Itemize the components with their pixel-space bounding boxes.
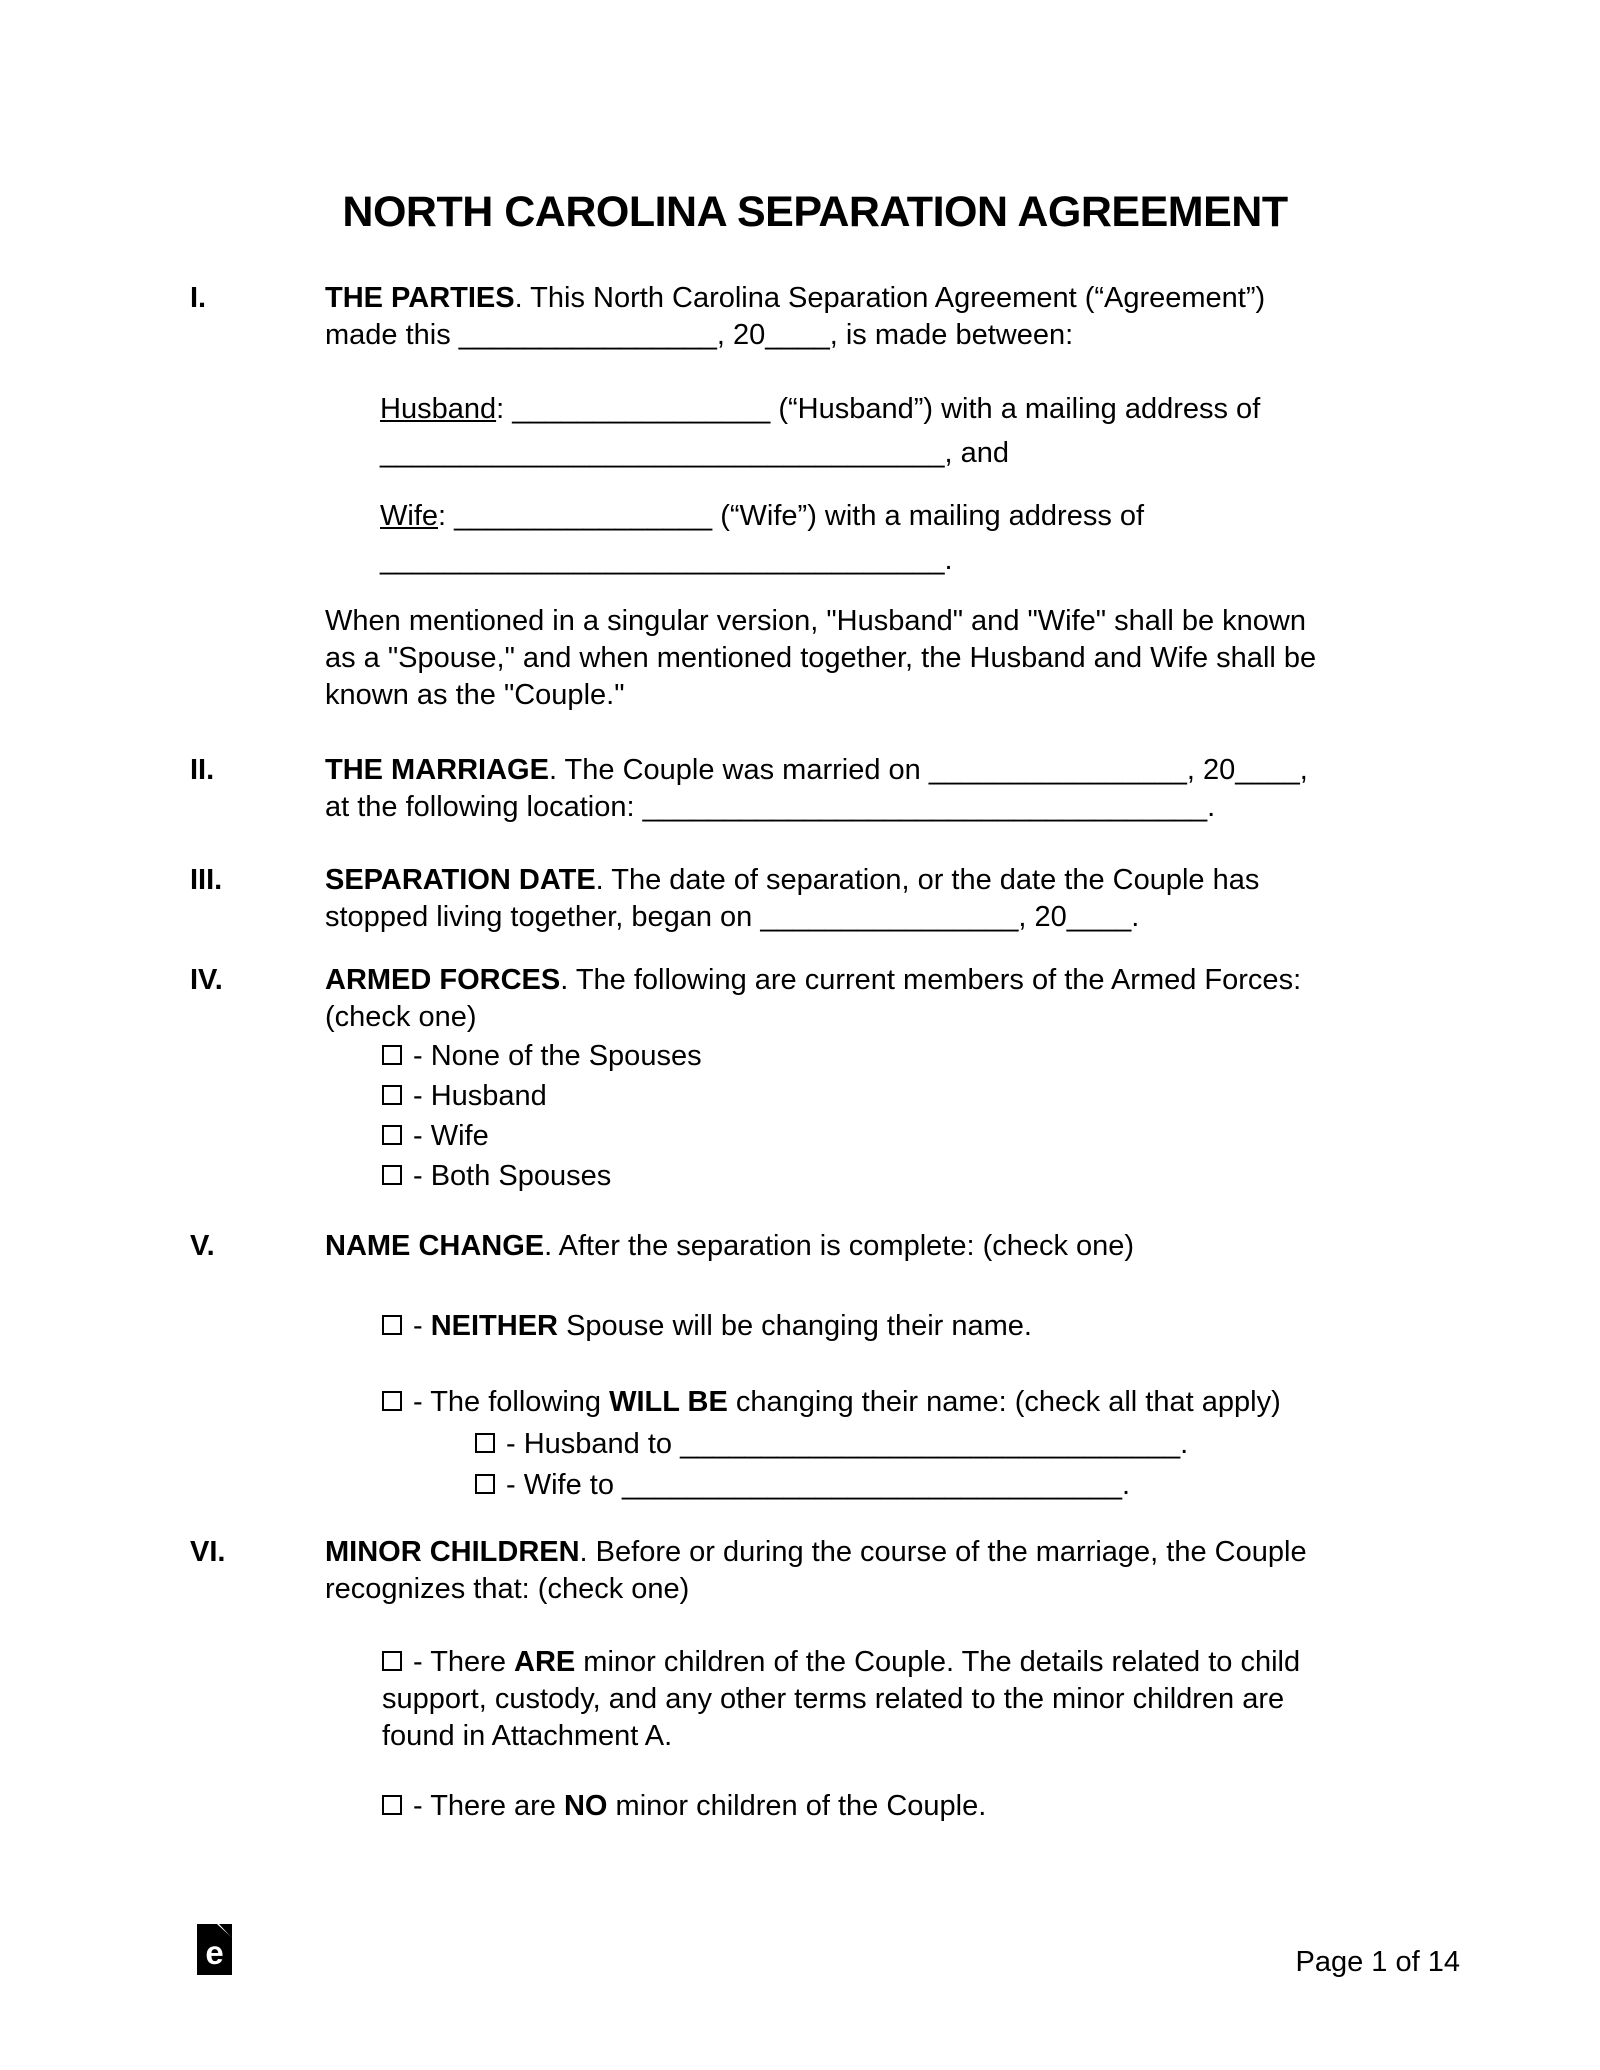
checkbox-will-be[interactable] bbox=[382, 1391, 402, 1411]
name-change-option-neither bbox=[382, 1306, 1440, 1346]
name-change-option-wife-to bbox=[475, 1465, 1440, 1506]
armed-forces-heading-paragraph: ARMED FORCES. The following are current members of the Armed Forces: (check one) bbox=[325, 964, 1302, 1033]
section-body-parties bbox=[325, 280, 1440, 714]
section-body-minor-children bbox=[325, 1534, 1440, 1825]
option-label-husband-to: - Husband to _______________________________. bbox=[506, 1428, 1189, 1460]
section-name-change bbox=[190, 1228, 1440, 1506]
checkbox-husband-to[interactable] bbox=[475, 1433, 495, 1453]
wife-details-line: Wife: ________________ (“Wife”) with a mailing address of ___________________________________. bbox=[380, 500, 1145, 576]
section-armed-forces bbox=[190, 962, 1440, 1196]
section-number-vi: VI. bbox=[190, 1536, 226, 1568]
section-body-separation-date bbox=[325, 862, 1440, 936]
document-title: NORTH CAROLINA SEPARATION AGREEMENT bbox=[342, 188, 1288, 236]
checkbox-wife-to[interactable] bbox=[475, 1474, 495, 1494]
option-label-wife-to: - Wife to _______________________________. bbox=[506, 1469, 1131, 1501]
name-change-option-husband-to bbox=[475, 1424, 1440, 1465]
armed-forces-option-none bbox=[382, 1036, 1440, 1076]
section-body-armed-forces bbox=[325, 962, 1440, 1196]
minor-children-option-no bbox=[382, 1788, 1440, 1825]
name-change-option-will-be bbox=[382, 1382, 1440, 1422]
page-number-label: Page 1 of 14 bbox=[1295, 1946, 1460, 1978]
section-number-iii: III. bbox=[190, 864, 223, 896]
section-body-marriage bbox=[325, 752, 1440, 826]
section-separation-date bbox=[190, 862, 1440, 936]
parties-heading-paragraph: THE PARTIES. This North Carolina Separation Agreement (“Agreement”) made this ________________, 20____, is made between: bbox=[325, 282, 1266, 351]
section-minor-children bbox=[190, 1534, 1440, 1825]
checkbox-neither[interactable] bbox=[382, 1315, 402, 1335]
minor-children-option-are bbox=[382, 1644, 1440, 1755]
checkbox-none-of-spouses[interactable] bbox=[382, 1045, 402, 1065]
option-label-neither: - NEITHER Spouse will be changing their name. bbox=[413, 1310, 1032, 1342]
section-number-ii: II. bbox=[190, 754, 215, 786]
section-number-i: I. bbox=[190, 282, 207, 314]
armed-forces-option-both bbox=[382, 1156, 1440, 1196]
separation-date-heading-paragraph: SEPARATION DATE. The date of separation, or the date the Couple has stopped living together, began on ________________, 20____. bbox=[325, 864, 1260, 933]
option-label-wife: - Wife bbox=[413, 1120, 489, 1152]
section-the-parties bbox=[190, 280, 1440, 714]
option-label-husband: - Husband bbox=[413, 1080, 547, 1112]
spouse-definition-paragraph: When mentioned in a singular version, "Husband" and "Wife" shall be known as a "Spouse," and when mentioned together, the Husband and Wife shall be known as the "Couple." bbox=[325, 605, 1317, 711]
husband-details-line: Husband: ________________ (“Husband”) with a mailing address of ___________________________________, and bbox=[380, 393, 1261, 469]
checkbox-children-no[interactable] bbox=[382, 1795, 402, 1815]
eforms-logo bbox=[197, 1924, 232, 1975]
option-label-children-no: - There are NO minor children of the Couple. bbox=[413, 1790, 987, 1822]
section-number-v: V. bbox=[190, 1230, 215, 1262]
section-body-name-change bbox=[325, 1228, 1440, 1506]
section-number-iv: IV. bbox=[190, 964, 223, 996]
armed-forces-option-husband bbox=[382, 1076, 1440, 1116]
option-label-will-be: - The following WILL BE changing their name: (check all that apply) bbox=[413, 1386, 1281, 1418]
checkbox-children-are[interactable] bbox=[382, 1651, 402, 1671]
checkbox-husband[interactable] bbox=[382, 1085, 402, 1105]
option-label-both: - Both Spouses bbox=[413, 1160, 612, 1192]
minor-children-heading-paragraph: MINOR CHILDREN. Before or during the course of the marriage, the Couple recognizes that: (check one) bbox=[325, 1536, 1307, 1605]
checkbox-wife[interactable] bbox=[382, 1125, 402, 1145]
option-label-none: - None of the Spouses bbox=[413, 1040, 702, 1072]
section-the-marriage bbox=[190, 752, 1440, 826]
option-label-children-are: - There ARE minor children of the Couple. The details related to child support, custody, and any other terms related to the minor children are found in Attachment A. bbox=[382, 1646, 1301, 1752]
name-change-heading-paragraph: NAME CHANGE. After the separation is complete: (check one) bbox=[325, 1230, 1135, 1262]
logo-letter: e bbox=[205, 1934, 224, 1971]
checkbox-both-spouses[interactable] bbox=[382, 1165, 402, 1185]
armed-forces-option-wife bbox=[382, 1116, 1440, 1156]
marriage-heading-paragraph: THE MARRIAGE. The Couple was married on ________________, 20____, at the following location: ___________________________________. bbox=[325, 754, 1308, 823]
